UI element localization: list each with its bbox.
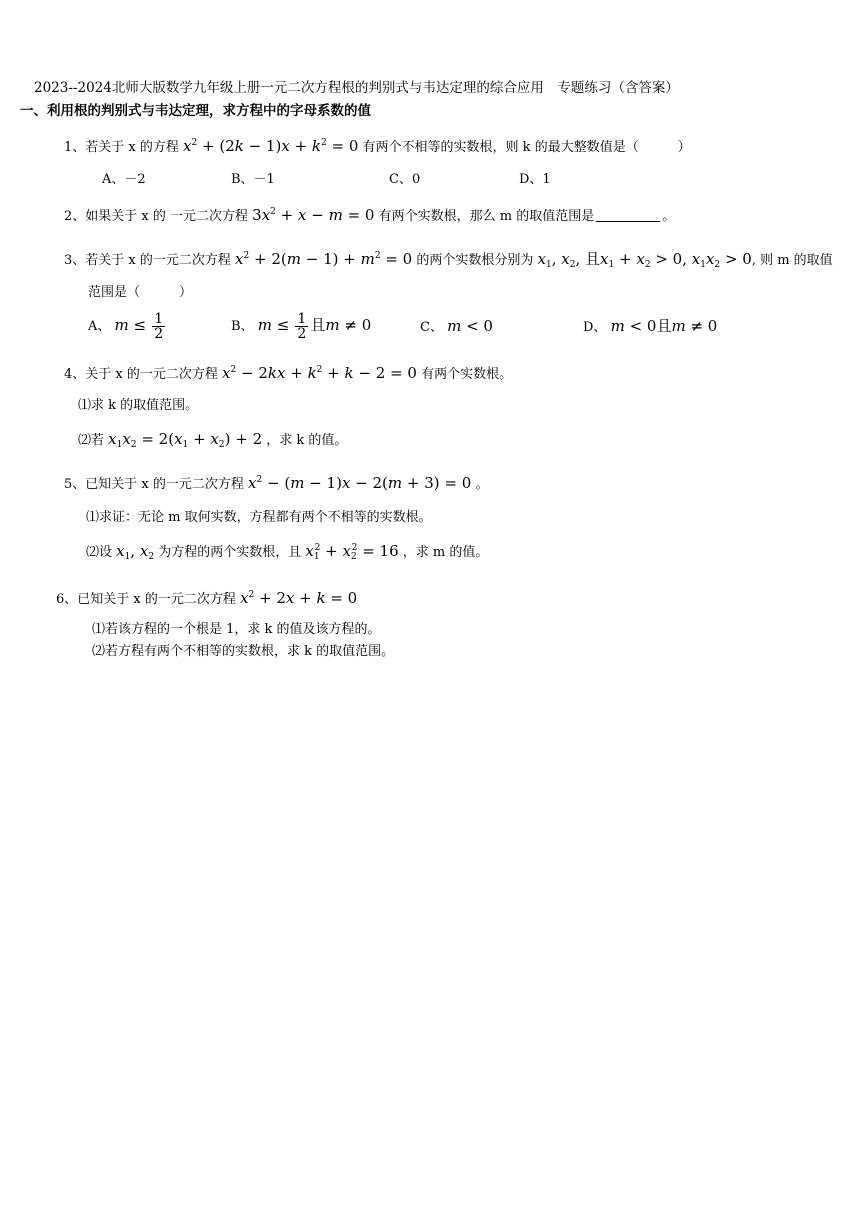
question-6	[56, 587, 357, 611]
q3-option-d[interactable]	[583, 315, 717, 339]
q3-prefix: 3、若关于 x 的一元二次方程	[64, 253, 231, 268]
q2-end: 。	[662, 209, 676, 224]
q5-part-2-vars: $x_1$, $x_2$	[116, 542, 155, 562]
q4-part-2-equation: $x_1x_2 = 2(x_1 + x_2) + 2$	[108, 430, 263, 450]
question-5	[64, 472, 488, 496]
q3-option-b[interactable]	[231, 312, 371, 341]
question-2	[64, 204, 675, 228]
q2-answer-blank[interactable]	[596, 207, 660, 222]
q3-equation: $x^2 + 2(m - 1) + m^2 = 0$	[235, 250, 413, 268]
q3-option-a-label: A、	[88, 319, 111, 334]
q5-part-2	[86, 540, 488, 564]
q4-part-2-prefix: ⑵若	[78, 433, 105, 448]
q4-part-1: ⑴求 k 的取值范围。	[78, 398, 199, 413]
q6-part-2: ⑵若方程有两个不相等的实数根，求 k 的取值范围。	[92, 644, 395, 659]
q3-option-c-label: C、	[420, 320, 443, 335]
q6-equation: $x^2 + 2x + k = 0$	[240, 589, 358, 607]
page-title: 2023--2024北师大版数学九年级上册一元二次方程根的判别式与韦达定理的综合应用 专题练习（含答案）	[34, 80, 679, 96]
q3-option-a-fraction: $\frac{1}{2}$	[154, 311, 164, 342]
q4-stem-prefix: 4、关于 x 的一元二次方程	[64, 367, 218, 382]
q5-part-1: ⑴求证：无论 m 取何实数，方程都有两个不相等的实数根。	[86, 510, 432, 525]
q4-part-2	[78, 428, 347, 452]
question-3	[64, 248, 833, 272]
q4-equation: $x^2 - 2kx + k^2 + k - 2 = 0$	[222, 364, 417, 382]
q6-stem-prefix: 6、已知关于 x 的一元二次方程	[56, 592, 236, 607]
q1-equation: $x^2 + (2k - 1)x + k^2 = 0$	[183, 137, 359, 155]
q3-option-a-expr: m ≤	[114, 316, 147, 334]
q3-line2: 范围是（ ）	[88, 285, 193, 300]
q3-condition: $x_1$, $x_2$, 且$x_1 + x_2 > 0$, $x_1x_2 > 0$	[537, 250, 752, 270]
q2-suffix: 有两个实数根，那么 m 的取值范围是	[378, 209, 595, 224]
q3-option-b-expr: m ≤	[257, 316, 290, 334]
q5-part-2-prefix: ⑵设	[86, 545, 113, 560]
q5-stem-suffix: 。	[475, 477, 489, 492]
q3-option-c-expr: m < 0	[447, 317, 493, 335]
q3-option-d-expr: m < 0且m ≠ 0	[610, 317, 718, 335]
question-4	[64, 362, 512, 386]
q1-option-a[interactable]: A、－2	[102, 172, 146, 187]
q3-option-a[interactable]	[88, 312, 167, 341]
q2-equation: $3x^2 + x - m = 0$	[252, 206, 375, 224]
q5-part-2-mid: 为方程的两个实数根，且	[158, 545, 302, 560]
q3-option-d-label: D、	[583, 320, 607, 335]
q3-mid: 的两个实数根分别为	[416, 253, 534, 268]
q4-part-2-suffix: ，求 k 的值。	[266, 433, 348, 448]
q1-option-c[interactable]: C、0	[389, 172, 421, 187]
q5-stem-prefix: 5、已知关于 x 的一元二次方程	[64, 477, 244, 492]
q3-option-b-expr2: 且m ≠ 0	[310, 316, 372, 334]
q3-option-b-label: B、	[231, 319, 254, 334]
q3-option-b-fraction: $\frac{1}{2}$	[297, 311, 307, 342]
q2-prefix: 2、如果关于 x 的 一元二次方程	[64, 209, 248, 224]
q3-suffix: , 则 m 的取值	[751, 253, 833, 268]
q1-option-b[interactable]: B、－1	[231, 172, 275, 187]
q6-part-1: ⑴若该方程的一个根是 1，求 k 的值及该方程的。	[92, 622, 381, 637]
question-1	[64, 135, 691, 159]
q4-stem-suffix: 有两个实数根。	[421, 367, 513, 382]
q1-prefix: 1、若关于 x 的方程	[64, 140, 179, 155]
q5-part-2-equation: $x_1^2 + x_2^2 = 16$	[305, 542, 399, 562]
q5-equation: $x^2 - (m - 1)x - 2(m + 3) = 0$	[248, 474, 472, 492]
section-heading: 一、利用根的判别式与韦达定理，求方程中的字母系数的值	[20, 103, 371, 119]
q1-suffix: 有两个不相等的实数根，则 k 的最大整数值是（ ）	[362, 140, 691, 155]
q1-option-d[interactable]: D、1	[519, 172, 551, 187]
q3-option-c[interactable]	[420, 315, 493, 339]
q5-part-2-suffix: ，求 m 的值。	[402, 545, 489, 560]
